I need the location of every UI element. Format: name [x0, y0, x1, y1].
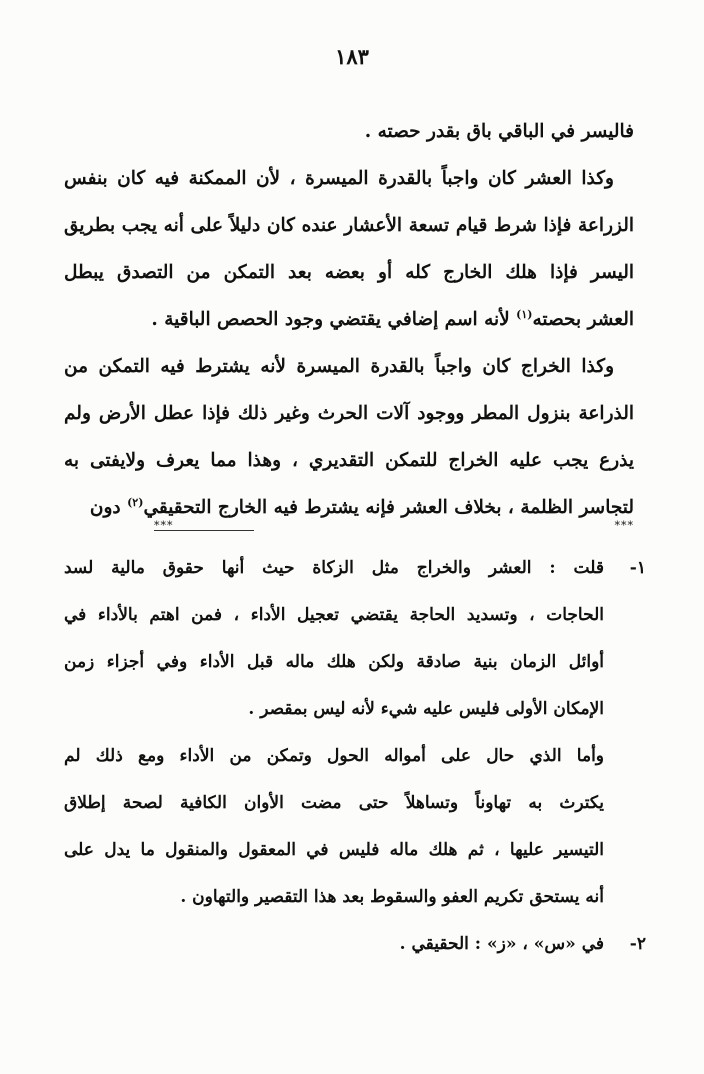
separator-stars-left: ***	[154, 519, 174, 532]
footnote-2-text: في «س» ، «ز» : الحقيقي .	[399, 934, 604, 954]
footnote-1-line-4: الإمكان الأولى فليس عليه شيء لأنه ليس بمقصر .	[248, 699, 604, 719]
footnote-1-line-5: وأما الذي حال على أمواله الحول وتمكن من الأداء ومع ذلك لم	[64, 746, 604, 766]
footnote-ref-2: (٢)	[127, 495, 144, 509]
footnote-separator	[64, 519, 634, 537]
footnote-1-line-3: أوائل الزمان بنية صادقة ولكن هلك ماله قبل الأداء وفي أجزاء زمن	[64, 652, 604, 672]
text-line-5	[64, 296, 634, 343]
text-line-8: يذرع يجب عليه الخراج للتمكن التقديري ، وهذا مما يعرف ولايفتى به	[64, 450, 634, 471]
text-line-2: وكذا العشر كان واجباً بالقدرة الميسرة ، لأن الممكنة فيه كان بنفس	[64, 168, 614, 189]
text-line-7: الذراعة بنزول المطر ووجود آلات الحرث وغير ذلك فإذا عطل الأرض ولم	[64, 403, 634, 424]
text-line-1: فاليسر في الباقي باق بقدر حصته .	[364, 121, 634, 142]
footnote-1-text: قلت : العشر والخراج مثل الزكاة حيث أنها حقوق مالية لسد	[64, 558, 604, 578]
text-line-4: اليسر فإذا هلك الخارج كله أو بعضه بعد التمكن من التصدق يبطل	[64, 262, 634, 283]
footnotes	[64, 545, 646, 968]
footnote-2	[64, 921, 646, 968]
text-line-9-start: لتجاسر الظلمة ، بخلاف العشر فإنه يشترط فيه الخارج التحقيقي	[143, 497, 634, 518]
footnote-ref-1: (١)	[516, 307, 533, 321]
text-line-3: الزراعة فإذا شرط قيام تسعة الأعشار عنده كان دليلاً على أنه يجب بطريق	[64, 215, 634, 236]
text-line-5-start: العشر بحصته	[532, 309, 634, 330]
footnote-1-line-8: أنه يستحق تكريم العفو والسقوط بعد هذا التقصير والتهاون .	[180, 887, 604, 907]
separator-stars-right: ***	[614, 519, 634, 532]
footnote-1-number: ١-	[629, 558, 646, 578]
footnote-1-line-7: التيسير عليها ، ثم هلك ماله فليس في المعقول والمنقول ما يدل على	[64, 840, 604, 860]
footnote-2-number: ٢-	[629, 934, 646, 954]
footnote-1-line-1	[64, 545, 646, 592]
text-line-9-end: دون	[89, 497, 128, 518]
footnote-1-line-6: يكترث به تهاوناً وتساهلاً حتى مضت الأوان الكافية لصحة إطلاق	[64, 793, 604, 813]
footnote-1-line-2: الحاجات ، وتسديد الحاجة يقتضي تعجيل الأداء ، فمن اهتم بالأداء في	[64, 605, 604, 625]
text-line-6: وكذا الخراج كان واجباً بالقدرة الميسرة لأنه يشترط فيه التمكن من	[64, 356, 614, 377]
page-number: ١٨٣	[335, 44, 369, 69]
text-line-5-end: لأنه اسم إضافي يقتضي وجود الحصص الباقية .	[151, 309, 517, 330]
main-text	[64, 108, 634, 531]
